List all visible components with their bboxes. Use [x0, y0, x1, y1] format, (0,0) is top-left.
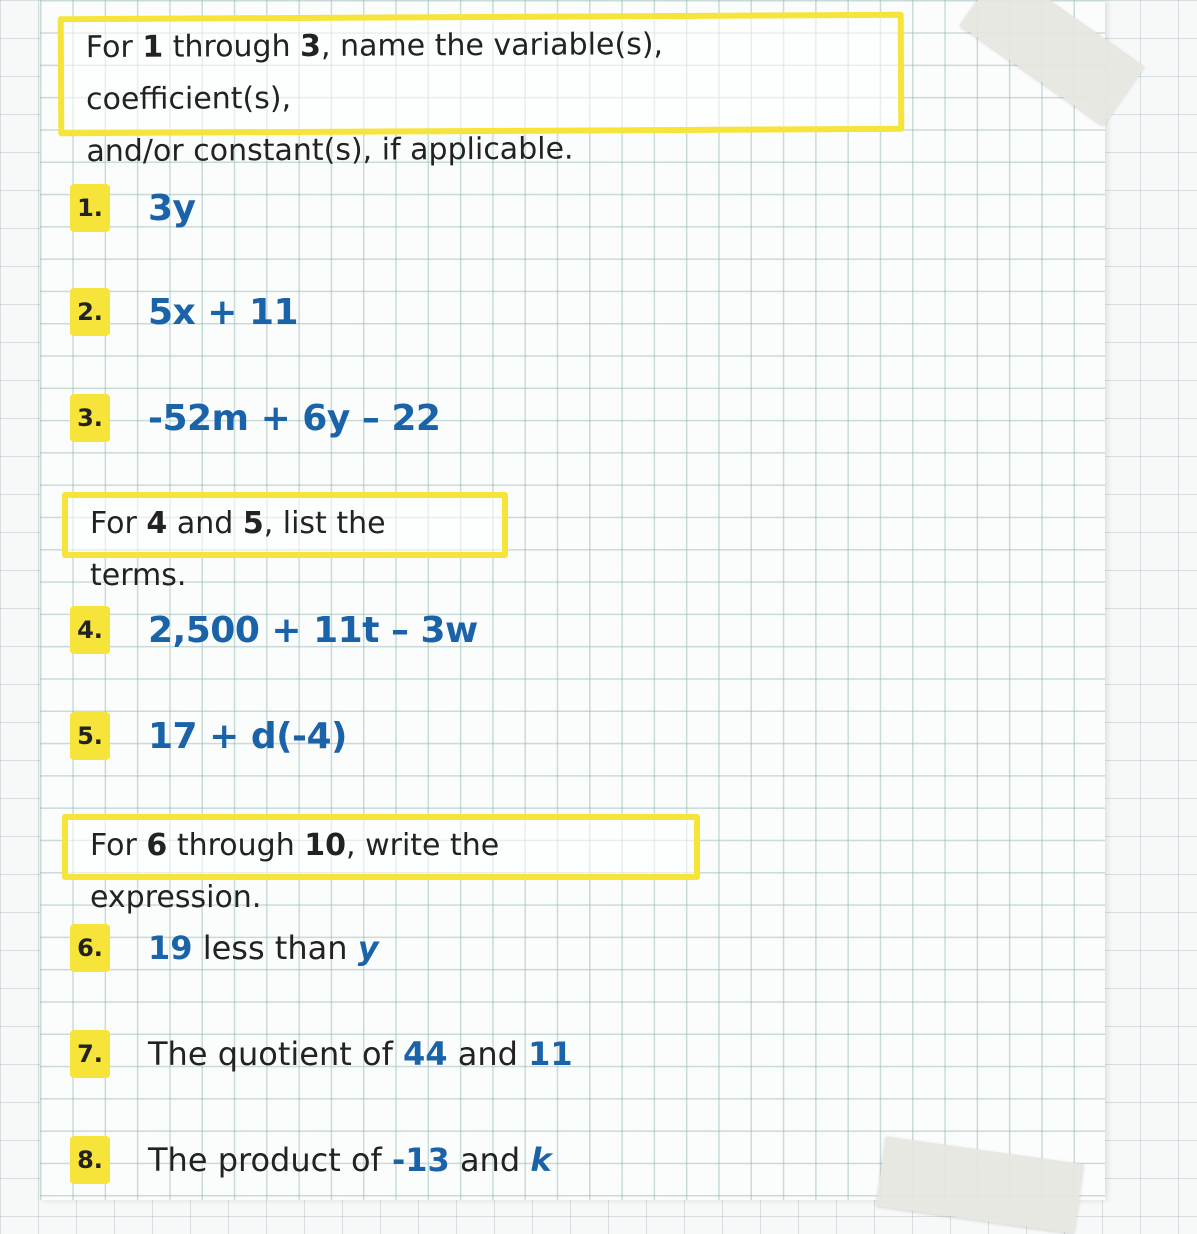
problem-phrase: The quotient of 44 and 11 [148, 1035, 573, 1073]
problem-number: 4. [70, 606, 110, 654]
problem-phrase: 19 less than y [148, 929, 379, 967]
problem-expression: 17 + d(-4) [148, 715, 347, 757]
problem-number: 8. [70, 1136, 110, 1184]
instruction-box-6-10: For 6 through 10, write the expression. [62, 814, 700, 880]
problem-6 [70, 920, 379, 976]
problem-number: 6. [70, 924, 110, 972]
graph-paper-sheet [40, 0, 1105, 1200]
instruction-box-4-5: For 4 and 5, list the terms. [62, 492, 508, 558]
instruction-line-1: For 1 through 3, name the variable(s), coefficient(s), [85, 27, 664, 118]
problem-expression: -52m + 6y – 22 [148, 397, 441, 439]
instruction-box-1-3 [58, 12, 905, 170]
problem-expression: 3y [148, 187, 196, 229]
problem-2 [70, 284, 298, 340]
problem-8 [70, 1132, 552, 1188]
problem-number: 5. [70, 712, 110, 760]
problem-phrase: The product of -13 and k [148, 1141, 552, 1179]
problem-expression: 2,500 + 11t – 3w [148, 609, 478, 651]
problem-number: 3. [70, 394, 110, 442]
problem-number: 7. [70, 1030, 110, 1078]
problem-number: 1. [70, 184, 110, 232]
problem-4 [70, 602, 478, 658]
problem-5 [70, 708, 347, 764]
problem-1 [70, 180, 196, 236]
problem-3 [70, 390, 440, 446]
problem-expression: 5x + 11 [148, 291, 299, 333]
instruction-line-2: and/or constant(s), if applicable. [86, 131, 574, 170]
problem-number: 2. [70, 288, 110, 336]
problem-7 [70, 1026, 573, 1082]
